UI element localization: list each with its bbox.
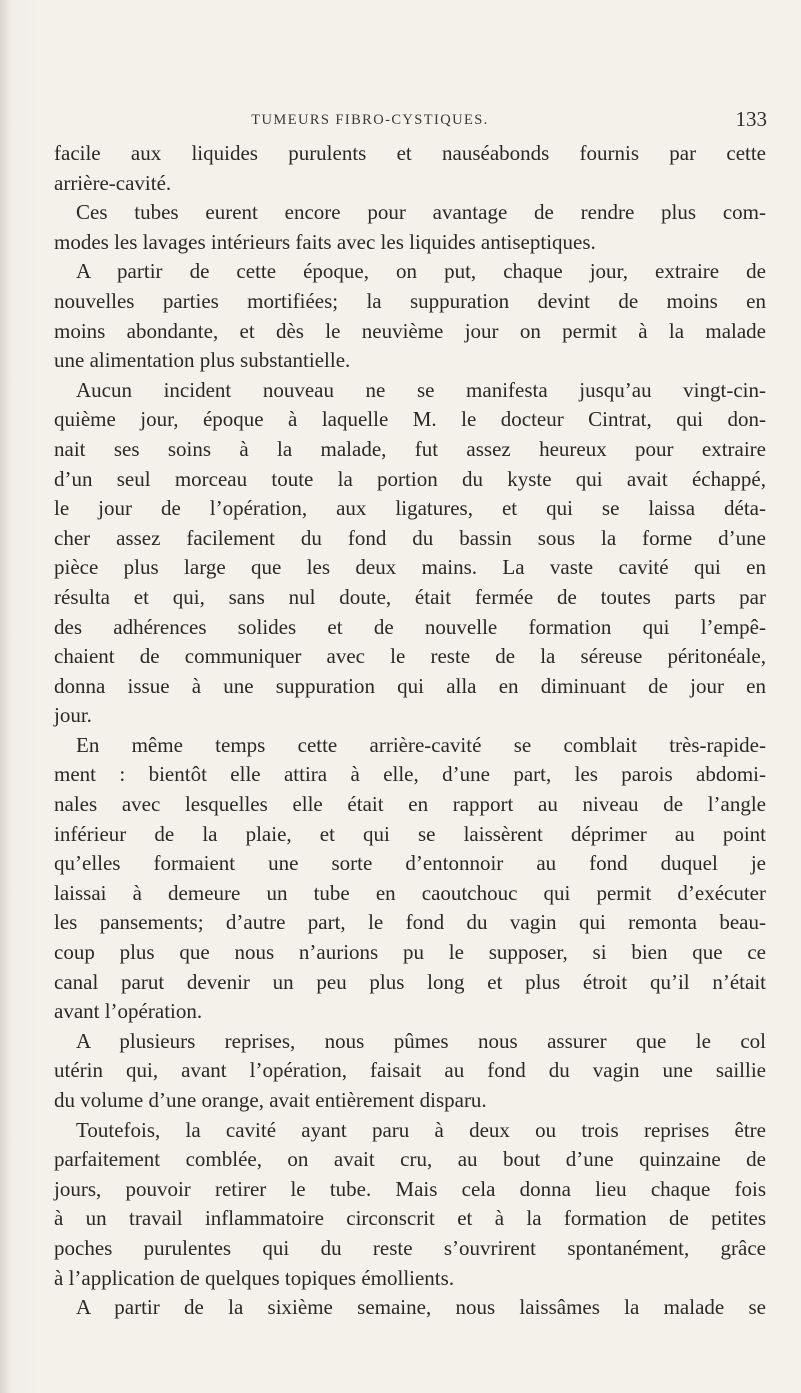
text-line: le jour de l’opération, aux ligatures, et qui se laissa déta- — [54, 496, 766, 521]
text-line: ment : bientôt elle attira à elle, d’une part, les parois abdomi- — [54, 762, 766, 787]
text-line: à un travail inflammatoire circonscrit et à la formation de petites — [54, 1206, 766, 1231]
text-line: utérin qui, avant l’opération, faisait au fond du vagin une saillie — [54, 1058, 766, 1083]
text-line: des adhérences solides et de nouvelle formation qui l’empê- — [54, 614, 766, 639]
text-line: quième jour, époque à laquelle M. le docteur Cintrat, qui don- — [54, 407, 766, 432]
text-line: laissai à demeure un tube en caoutchouc qui permit d’exécuter — [54, 880, 766, 905]
text-line: Aucun incident nouveau ne se manifesta jusqu’au vingt-cin- — [76, 377, 766, 402]
text-line: chaient de communiquer avec le reste de la séreuse péritonéale, — [54, 644, 766, 669]
text-line: Ces tubes eurent encore pour avantage de rendre plus com- — [76, 200, 766, 225]
text-line: parfaitement comblée, on avait cru, au bout d’une quinzaine de — [54, 1147, 766, 1172]
page-number: 133 — [735, 107, 767, 131]
text-line: nouvelles parties mortifiées; la suppuration devint de moins en — [54, 288, 766, 313]
text-line: A plusieurs reprises, nous pûmes nous assurer que le col — [76, 1028, 766, 1053]
text-line: A partir de cette époque, on put, chaque jour, extraire de — [76, 259, 766, 284]
text-line: nait ses soins à la malade, fut assez heureux pour extraire — [54, 436, 766, 461]
text-line: résulta et qui, sans nul doute, était fermée de toutes parts par — [54, 584, 766, 609]
text-line: du volume d’une orange, avait entièrement disparu. — [54, 1088, 487, 1112]
text-line: coup plus que nous n’aurions pu le supposer, si bien que ce — [54, 940, 766, 965]
page-gutter-shadow — [0, 0, 10, 1393]
text-line: poches purulentes qui du reste s’ouvrirent spontanément, grâce — [54, 1235, 766, 1260]
text-line: les pansements; d’autre part, le fond du vagin qui remonta beau- — [54, 910, 766, 935]
running-head: TUMEURS FIBRO-CYSTIQUES. — [251, 112, 489, 128]
text-line: jour. — [54, 703, 92, 728]
text-line: facile aux liquides purulents et nauséabonds fournis par cette — [54, 141, 766, 165]
text-line: En même temps cette arrière-cavité se comblait très-rapide- — [76, 732, 766, 757]
text-line: Toutefois, la cavité ayant paru à deux ou trois reprises être — [76, 1117, 766, 1142]
text-line: cher assez facilement du fond du bassin sous la forme d’une — [54, 525, 766, 550]
text-line: inférieur de la plaie, et qui se laissèrent déprimer au point — [54, 821, 766, 846]
body-text — [54, 139, 766, 1323]
text-line: canal parut devenir un peu plus long et plus étroit qu’il n’était — [54, 969, 766, 994]
text-line: nales avec lesquelles elle était en rapport au niveau de l’angle — [54, 792, 766, 817]
text-line: jours, pouvoir retirer le tube. Mais cela donna lieu chaque fois — [54, 1176, 766, 1201]
text-line: moins abondante, et dès le neuvième jour on permit à la malade — [54, 318, 766, 343]
text-line: à l’application de quelques topiques émollients. — [54, 1265, 455, 1290]
text-line: avant l’opération. — [54, 999, 203, 1024]
text-line: d’un seul morceau toute la portion du kyste qui avait échappé, — [54, 466, 766, 491]
text-line: donna issue à une suppuration qui alla en diminuant de jour en — [54, 673, 766, 698]
text-line: arrière-cavité. — [54, 170, 172, 195]
text-line: modes les lavages intérieurs faits avec les liquides antiseptiques. — [54, 229, 596, 254]
text-line: pièce plus large que les deux mains. La vaste cavité qui en — [54, 555, 766, 580]
text-line: A partir de la sixième semaine, nous laissâmes la malade se — [76, 1295, 766, 1320]
text-line: qu’elles formaient une sorte d’entonnoir au fond duquel je — [54, 851, 766, 876]
text-line: une alimentation plus substantielle. — [54, 348, 351, 373]
